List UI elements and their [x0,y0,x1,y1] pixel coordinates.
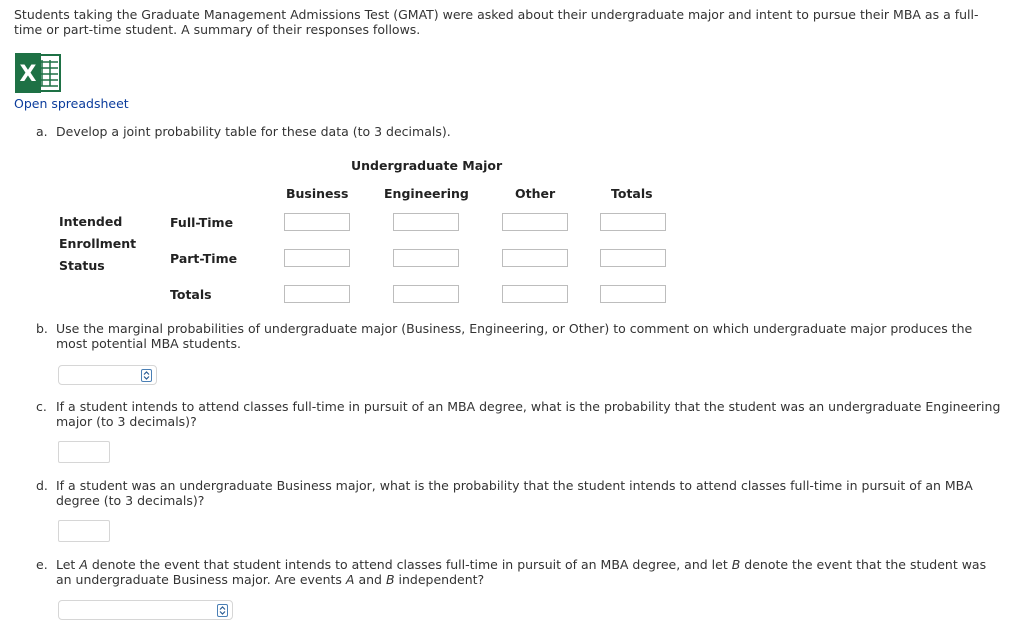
cell-parttime-totals[interactable] [600,249,666,267]
part-b-letter: b. [36,321,48,336]
row-group-label-line2: Enrollment [59,236,137,251]
row-label-full-time: Full-Time [170,215,234,230]
intro-text: Students taking the Graduate Management Admissions Test (GMAT) were asked about their undergraduate major and intent to pursue their MBA as a full-time or part-time student. A summary of their responses follows. [14,7,979,37]
part-a-question: Develop a joint probability table for these data (to 3 decimals). [56,124,451,139]
chevron-updown-icon [217,604,228,617]
cell-totals-other[interactable] [502,285,568,303]
cell-parttime-engineering[interactable] [393,249,459,267]
col-header-other: Other [515,186,556,201]
part-c-question: If a student intends to attend classes full-time in pursuit of an MBA degree, what is the probability that the student was an undergraduate Engineering major (to 3 decimals)? [56,399,1001,429]
part-e-letter: e. [36,557,48,572]
cell-totals-totals[interactable] [600,285,666,303]
excel-icon[interactable] [14,52,62,94]
cell-fulltime-other[interactable] [502,213,568,231]
cell-totals-engineering[interactable] [393,285,459,303]
col-header-totals: Totals [611,186,653,201]
open-spreadsheet-link[interactable]: Open spreadsheet [14,96,129,111]
event-a-symbol: A [79,557,88,572]
row-label-totals: Totals [170,287,212,302]
event-b-symbol-2: B [385,572,395,587]
part-e-question [56,557,1001,587]
event-b-symbol: B [731,557,741,572]
cell-fulltime-engineering[interactable] [393,213,459,231]
part-e-text-1: Let [56,557,80,572]
part-d-question: If a student was an undergraduate Business major, what is the probability that the student intends to attend classes full-time in pursuit of an MBA degree (to 3 decimals)? [56,478,973,508]
cell-parttime-business[interactable] [284,249,350,267]
row-label-part-time: Part-Time [170,251,238,266]
row-group-label-line1: Intended [59,214,123,229]
part-e-text-3: denote the event that the student was an undergraduate Business major. Are events [56,557,987,587]
cell-totals-business[interactable] [284,285,350,303]
part-e-text-4: and [354,572,386,587]
part-b-select[interactable] [58,365,157,385]
part-a-letter: a. [36,124,48,139]
cell-parttime-other[interactable] [502,249,568,267]
row-group-label-line3: Status [59,258,105,273]
part-e-select[interactable] [58,600,233,620]
svg-text:X: X [19,62,37,87]
col-header-business: Business [286,186,349,201]
chevron-updown-icon [141,369,152,382]
table-group-header: Undergraduate Major [351,158,503,173]
part-c-answer-input[interactable] [58,441,110,463]
cell-fulltime-business[interactable] [284,213,350,231]
part-e-text-2: denote the event that student intends to attend classes full-time in pursuit of an MBA degree, and let [87,557,732,572]
part-c-letter: c. [36,399,47,414]
part-e-text-5: independent? [394,572,485,587]
part-b-question: Use the marginal probabilities of undergraduate major (Business, Engineering, or Other) to comment on which undergraduate major produces the most potential MBA students. [56,321,973,351]
part-d-letter: d. [36,478,48,493]
cell-fulltime-totals[interactable] [600,213,666,231]
col-header-engineering: Engineering [384,186,469,201]
event-a-symbol-2: A [345,572,355,587]
part-d-answer-input[interactable] [58,520,110,542]
